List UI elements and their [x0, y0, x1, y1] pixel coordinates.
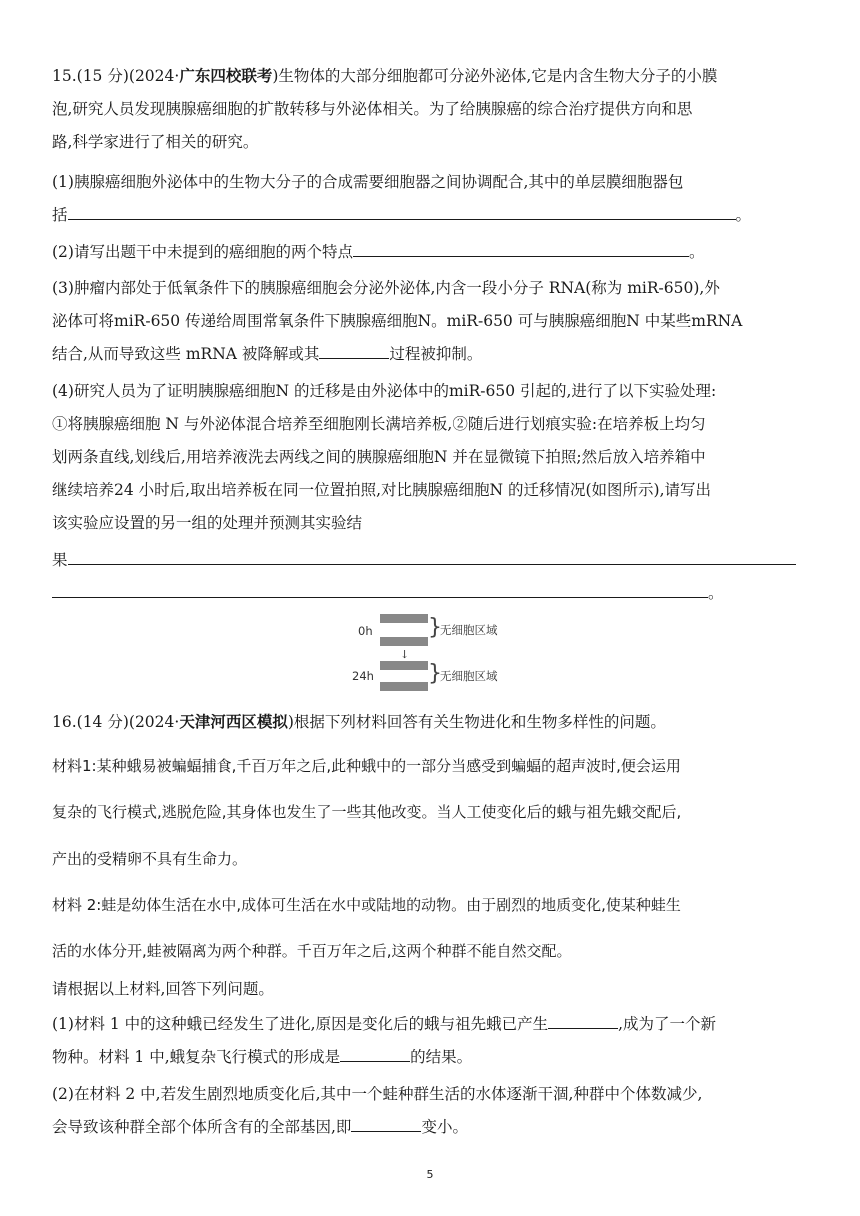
- q16-instruction: 请根据以上材料,回答下列问题。: [52, 980, 274, 998]
- answer-blank-2[interactable]: [353, 241, 689, 257]
- scratch-assay-figure: [348, 612, 518, 692]
- answer-blank-1[interactable]: [68, 204, 736, 220]
- material-2-line-1: 材料 2:蛙是幼体生活在水中,成体可生活在水中或陆地的动物。由于剧烈的地质变化,使某种蛙生: [52, 896, 681, 914]
- q15-part-4-line-4: 继续培养24 小时后,取出培养板在同一位置拍照,对比胰腺癌细胞N 的迁移情况(如图所示),请写出: [52, 481, 712, 499]
- answer-blank-4-cont[interactable]: [52, 582, 708, 598]
- q15-line-1: 15.(15 分)(2024·广东四校联考)生物体的大部分细胞都可分泌外泌体,它是内含生物大分子的小膜: [52, 66, 718, 85]
- material-2-line-2: 活的水体分开,蛙被隔离为两个种群。千百万年之后,这两个种群不能自然交配。: [52, 942, 572, 960]
- label-0h: 0h: [358, 624, 373, 638]
- q15-part-4-line-5: 该实验应设置的另一组的处理并预测其实验结: [52, 514, 363, 532]
- q15-part-3-line-3: 结合,从而导致这些 mRNA 被降解或其 过程被抑制。: [52, 345, 483, 363]
- page-number: 5: [426, 1168, 434, 1181]
- q15-part-4-line-2: ①将胰腺癌细胞 N 与外泌体混合培养至细胞刚长满培养板,②随后进行划痕实验:在培养板上均匀: [52, 415, 706, 433]
- q15-part-2: (2)请写出题干中未提到的癌细胞的两个特点 。: [52, 243, 705, 261]
- q16-part-1-line-1: (1)材料 1 中的这种蛾已经发生了进化,原因是变化后的蛾与祖先蛾已产生 ,成为了一个新: [52, 1015, 717, 1033]
- cell-band-24h-bottom: [380, 682, 428, 691]
- answer-blank-4[interactable]: [68, 549, 796, 565]
- material-1-line-1: 材料1:某种蛾易被蝙蝠捕食,千百万年之后,此种蛾中的一部分当感受到蝙蝠的超声波时,便会运用: [52, 757, 681, 775]
- cell-band-0h-top: [380, 614, 428, 623]
- q16-part-1-line-2: 物种。材料 1 中,蛾复杂飞行模式的形成是 的结果。: [52, 1048, 473, 1066]
- q15-line-3: 路,科学家进行了相关的研究。: [52, 133, 259, 151]
- q15-source: 广东四校联考: [179, 66, 273, 85]
- q15-part-4-line-6: 果: [52, 549, 796, 571]
- q15-part-3-line-2: 泌体可将miR-650 传递给周围常氧条件下胰腺癌细胞N。miR-650 可与胰腺癌细胞N 中某些mRNA: [52, 312, 743, 330]
- q15-line-2: 泡,研究人员发现胰腺癌细胞的扩散转移与外泌体相关。为了给胰腺癌的综合治疗提供方向和思: [52, 100, 693, 118]
- q15-part-3-line-1: (3)肿瘤内部处于低氧条件下的胰腺癌细胞会分泌外泌体,内含一段小分子 RNA(称为 miR-650),外: [52, 279, 720, 297]
- q16-line-1: 16.(14 分)(2024·天津河西区模拟)根据下列材料回答有关生物进化和生物多样性的问题。: [52, 712, 666, 731]
- material-1-line-2: 复杂的飞行模式,逃脱危险,其身体也发生了一些其他改变。当人工使变化后的蛾与祖先蛾交配后,: [52, 803, 682, 821]
- brace-0h: }: [428, 615, 442, 640]
- answer-blank-3[interactable]: [319, 343, 389, 359]
- label-cell-free-zone-top: 无细胞区域: [440, 623, 498, 637]
- brace-24h: }: [428, 661, 442, 686]
- q15-part-1-line-2: 括 。: [52, 206, 752, 224]
- answer-blank-5[interactable]: [548, 1013, 618, 1029]
- q15-part-4-line-1: (4)研究人员为了证明胰腺癌细胞N 的迁移是由外泌体中的miR-650 引起的,进行了以下实验处理:: [52, 382, 717, 400]
- arrow-down-icon: ↓: [400, 648, 410, 661]
- q15-part-4-line-7: 。: [52, 582, 724, 604]
- q16-part-2-line-1: (2)在材料 2 中,若发生剧烈地质变化后,其中一个蛙种群生活的水体逐渐干涸,种群中个体数减少,: [52, 1085, 703, 1103]
- q15-part-4-line-3: 划两条直线,划线后,用培养液洗去两线之间的胰腺癌细胞N 并在显微镜下拍照;然后放入培养箱中: [52, 448, 706, 466]
- q15-part-1-line-1: (1)胰腺癌细胞外泌体中的生物大分子的合成需要细胞器之间协调配合,其中的单层膜细胞器包: [52, 173, 684, 191]
- label-24h: 24h: [352, 669, 374, 683]
- cell-band-0h-bottom: [380, 637, 428, 646]
- material-1-line-3: 产出的受精卵不具有生命力。: [52, 850, 248, 868]
- label-cell-free-zone-bottom: 无细胞区域: [440, 669, 498, 683]
- q16-source: 天津河西区模拟: [179, 712, 288, 731]
- cell-band-24h-top: [380, 661, 428, 670]
- answer-blank-7[interactable]: [351, 1116, 421, 1132]
- answer-blank-6[interactable]: [340, 1046, 410, 1062]
- q16-part-2-line-2: 会导致该种群全部个体所含有的全部基因,即 变小。: [52, 1118, 468, 1136]
